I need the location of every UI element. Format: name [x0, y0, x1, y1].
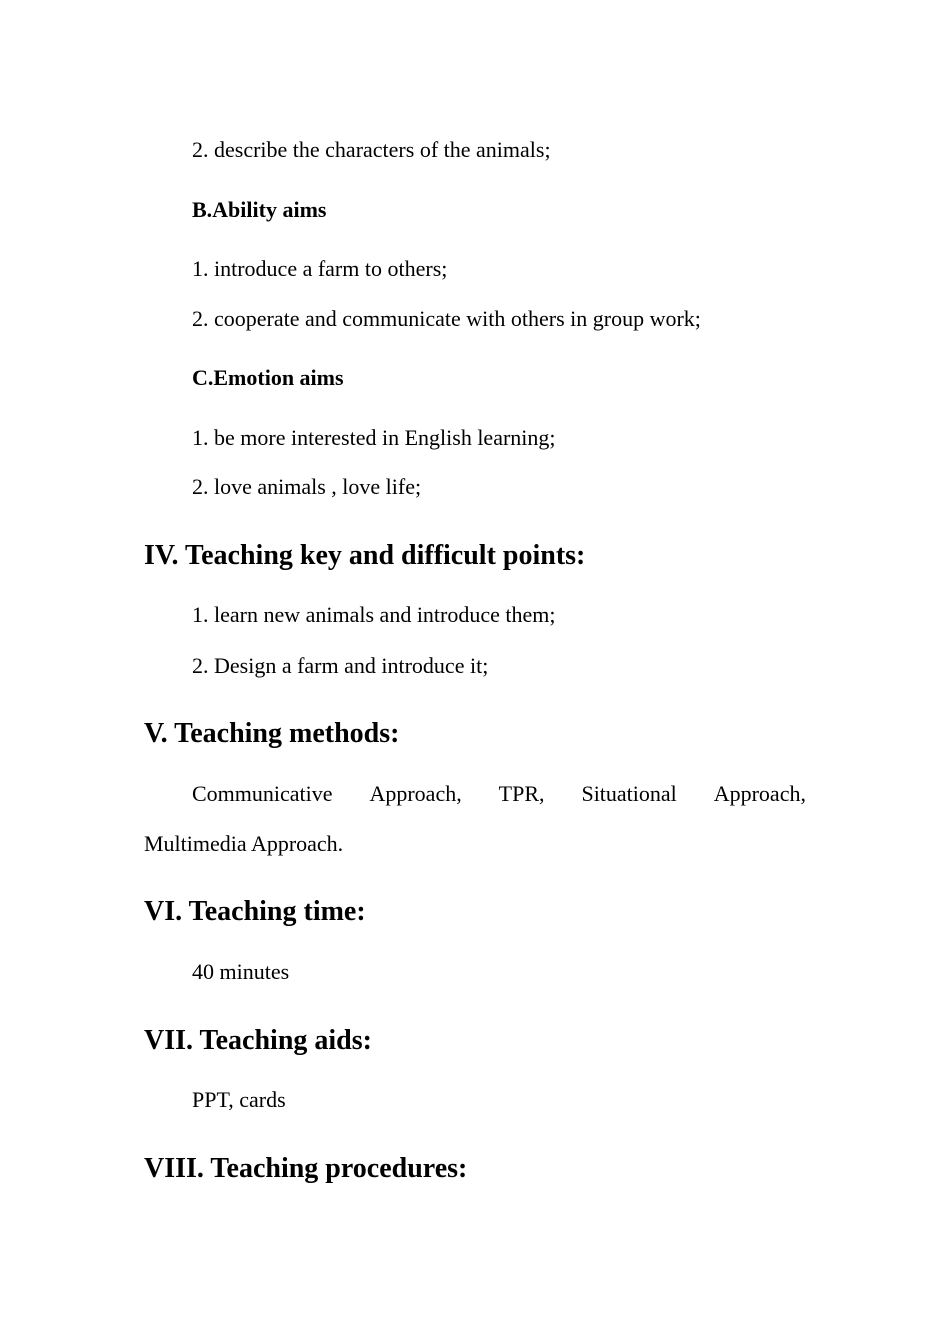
- emotion-aim-item-2: 2. love animals , love life;: [192, 474, 422, 499]
- knowledge-aim-item-2: 2. describe the characters of the animals;: [192, 137, 551, 162]
- emotion-aims-heading: C.Emotion aims: [192, 365, 344, 390]
- ability-aim-item-2: 2. cooperate and communicate with others in group work;: [192, 306, 701, 331]
- methods-word: Situational: [581, 781, 677, 806]
- aids-heading: VII. Teaching aids:: [144, 1025, 372, 1056]
- key-points-heading: IV. Teaching key and difficult points:: [144, 540, 586, 571]
- ability-aim-item-1: 1. introduce a farm to others;: [192, 256, 448, 281]
- aids-value: PPT, cards: [192, 1087, 286, 1112]
- methods-line-2: Multimedia Approach.: [144, 831, 344, 856]
- methods-word: Approach,: [369, 781, 462, 806]
- methods-heading: V. Teaching methods:: [144, 718, 400, 749]
- key-point-item-1: 1. learn new animals and introduce them;: [192, 602, 556, 627]
- time-heading: VI. Teaching time:: [144, 896, 366, 927]
- key-point-item-2: 2. Design a farm and introduce it;: [192, 653, 489, 678]
- methods-word: Communicative: [192, 781, 333, 806]
- ability-aims-heading: B.Ability aims: [192, 197, 327, 222]
- time-value: 40 minutes: [192, 959, 290, 984]
- procedures-heading: VIII. Teaching procedures:: [144, 1153, 468, 1184]
- methods-line-1: [192, 783, 806, 805]
- emotion-aim-item-1: 1. be more interested in English learning;: [192, 425, 556, 450]
- methods-word: Approach,: [713, 781, 806, 806]
- methods-word: TPR,: [498, 781, 545, 806]
